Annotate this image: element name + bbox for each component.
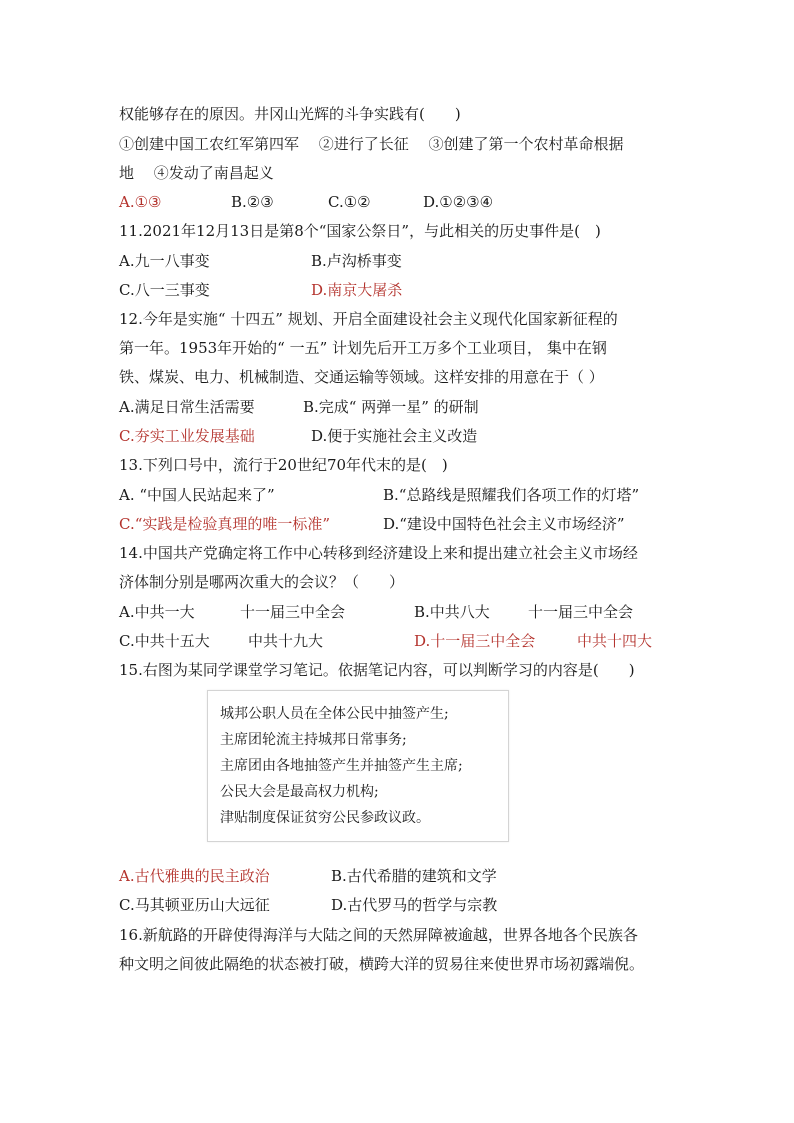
q16-stem-line1: 16.新航路的开辟使得海洋与大陆之间的天然屏障被逾越，世界各地各个民族各 bbox=[119, 926, 638, 944]
note-line: 主席团轮流主持城邦日常事务; bbox=[220, 732, 407, 748]
q13-option-b: B.“总路线是照耀我们各项工作的灯塔” bbox=[383, 486, 640, 504]
q14-option-d-meeting1: D.十一届三中全会 bbox=[414, 632, 536, 650]
q14-stem-line2: 济体制分别是哪两次重大的会议？（ ） bbox=[119, 573, 405, 591]
q13-stem: 13.下列口号中，流行于20世纪70年代末的是( ) bbox=[119, 456, 448, 474]
note-line: 主席团由各地抽签产生并抽签产生主席; bbox=[220, 758, 463, 774]
q10-option-d: D.①②③④ bbox=[423, 193, 494, 211]
q16-stem-line2: 种文明之间彼此隔绝的状态被打破，横跨大洋的贸易往来使世界市场初露端倪。 bbox=[119, 955, 645, 973]
note-line: 公民大会是最高权力机构; bbox=[220, 784, 379, 800]
q12-option-c: C.夯实工业发展基础 bbox=[119, 427, 255, 445]
q11-option-d: D.南京大屠杀 bbox=[311, 281, 403, 299]
q14-option-c-meeting1: C.中共十五大 bbox=[119, 632, 210, 650]
q14-option-c-meeting2: 中共十九大 bbox=[248, 632, 324, 650]
q13-option-c: C.“实践是检验真理的唯一标准” bbox=[119, 515, 331, 533]
q15-option-d: D.古代罗马的哲学与宗教 bbox=[331, 896, 498, 914]
q14-option-a-meeting1: A.中共一大 bbox=[119, 603, 195, 621]
q10-items-line1: ①创建中国工农红军第四军 ②进行了长征 ③创建了第一个农村革命根据 bbox=[119, 135, 624, 153]
q13-option-a: A. “中国人民站起来了” bbox=[119, 486, 275, 504]
q14-option-a-meeting2: 十一届三中全会 bbox=[240, 603, 346, 621]
q12-option-d: D.便于实施社会主义改造 bbox=[311, 427, 478, 445]
q12-option-b: B.完成“ 两弹一星” 的研制 bbox=[303, 398, 479, 416]
q10-items-line2: 地 ④发动了南昌起义 bbox=[119, 164, 274, 182]
q14-option-b-meeting1: B.中共八大 bbox=[414, 603, 490, 621]
q15-stem: 15.右图为某同学课堂学习笔记。依据笔记内容，可以判断学习的内容是( ) bbox=[119, 661, 635, 679]
q15-option-c: C.马其顿亚历山大远征 bbox=[119, 896, 270, 914]
q11-option-c: C.八一三事变 bbox=[119, 281, 210, 299]
q10-option-a: A.①③ bbox=[119, 193, 162, 211]
q14-option-d-meeting2: 中共十四大 bbox=[577, 632, 653, 650]
q12-stem-line3: 铁、煤炭、电力、机械制造、交通运输等领域。这样安排的用意在于（ ） bbox=[119, 368, 604, 386]
note-line: 城邦公职人员在全体公民中抽签产生; bbox=[220, 706, 449, 722]
q14-option-b-meeting2: 十一届三中全会 bbox=[528, 603, 634, 621]
q11-option-b: B.卢沟桥事变 bbox=[311, 252, 402, 270]
q13-option-d: D.“建设中国特色社会主义市场经济” bbox=[383, 515, 625, 533]
q12-stem-line2: 第一年。1953年开始的“ 一五” 计划先后开工万多个工业项目， 集中在钢 bbox=[119, 339, 607, 357]
q14-stem-line1: 14.中国共产党确定将工作中心转移到经济建设上来和提出建立社会主义市场经 bbox=[119, 544, 638, 562]
q15-option-a: A.古代雅典的民主政治 bbox=[119, 867, 270, 885]
q11-option-a: A.九一八事变 bbox=[119, 252, 210, 270]
q10-option-b: B.②③ bbox=[231, 193, 274, 211]
q11-stem: 11.2021年12月13日是第8个“国家公祭日”，与此相关的历史事件是( ) bbox=[119, 222, 601, 240]
q12-option-a: A.满足日常生活需要 bbox=[119, 398, 255, 416]
study-notes-box bbox=[207, 690, 509, 842]
q12-stem-line1: 12.今年是实施“ 十四五” 规划、开启全面建设社会主义现代化国家新征程的 bbox=[119, 310, 618, 328]
q15-option-b: B.古代希腊的建筑和文学 bbox=[331, 867, 497, 885]
note-line: 津贴制度保证贫穷公民参政议政。 bbox=[220, 810, 430, 826]
q10-stem-end: 权能够存在的原因。井冈山光辉的斗争实践有( ) bbox=[119, 105, 461, 123]
q10-option-c: C.①② bbox=[328, 193, 371, 211]
